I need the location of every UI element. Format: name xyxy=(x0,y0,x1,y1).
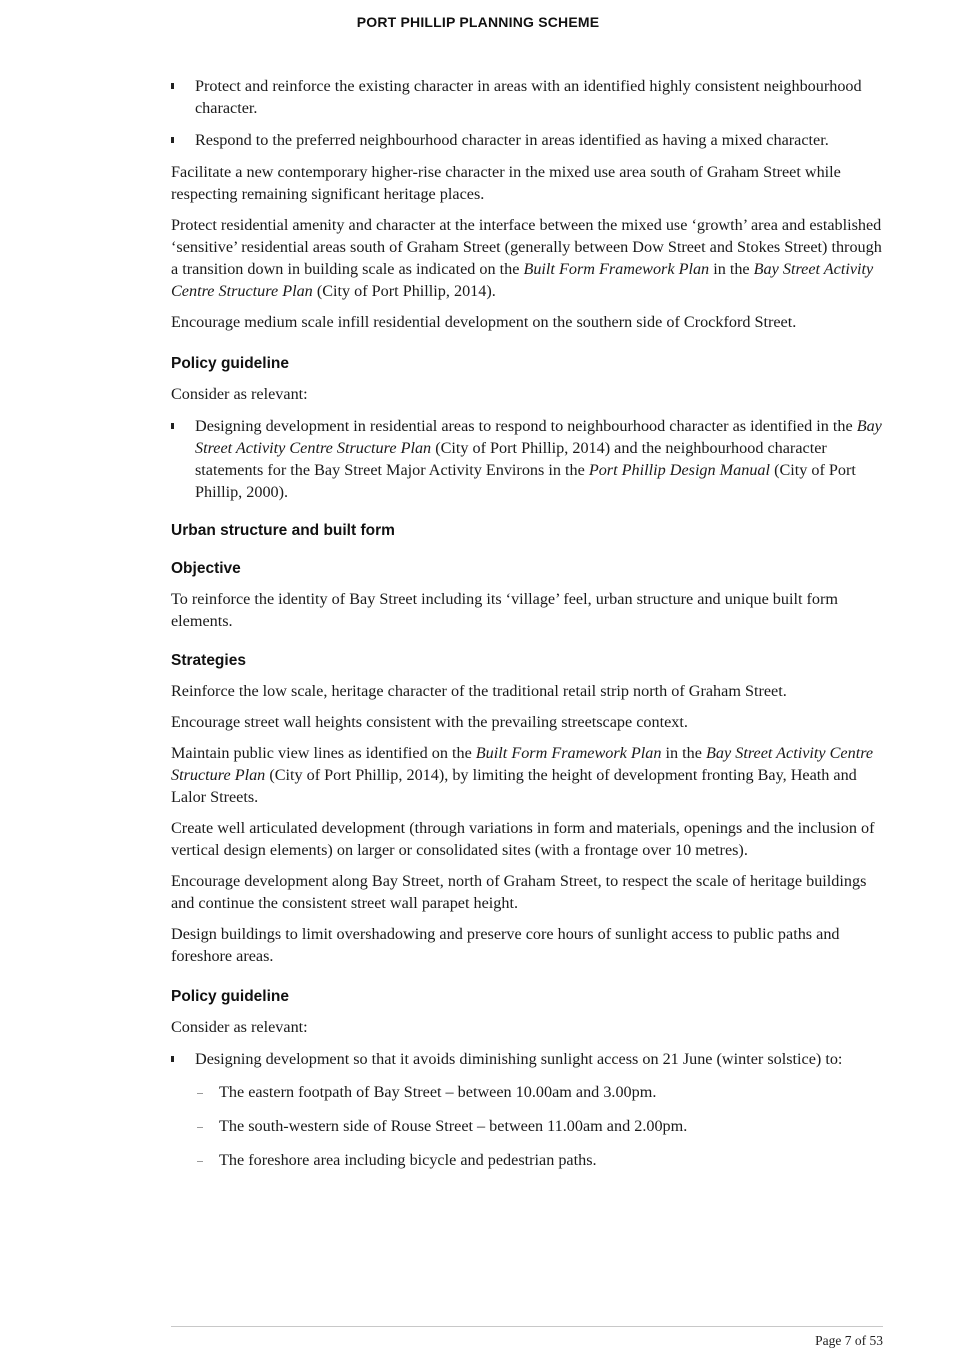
paragraph: Design buildings to limit overshadowing and preserve core hours of sunlight access to public paths and foreshore areas. xyxy=(171,925,840,965)
page-header-title: PORT PHILLIP PLANNING SCHEME xyxy=(356,14,600,30)
paragraph: Encourage medium scale infill residential development on the southern side of Crockford Street. xyxy=(171,313,797,331)
sub-list-item-text: The eastern footpath of Bay Street – between 10.00am and 3.00pm. xyxy=(219,1083,657,1101)
paragraph: Encourage street wall heights consistent with the prevailing streetscape context. xyxy=(171,713,688,731)
paragraph: Consider as relevant: xyxy=(171,385,308,403)
document-title-italic: Built Form Framework Plan xyxy=(475,744,662,762)
page-number: Page 7 of 53 xyxy=(815,1333,883,1348)
bullet-marker xyxy=(171,83,174,89)
paragraph: Facilitate a new contemporary higher-rise character in the mixed use area south of Graham Street while respecting remaining significant heritage places. xyxy=(171,163,841,203)
text-run: Designing development in residential areas to respond to neighbourhood character as identified in the xyxy=(195,417,857,435)
text-run: (City of Port Phillip, 2000). xyxy=(195,461,856,501)
list-item xyxy=(171,129,883,151)
document-title-italic: Bay Street Activity Centre Structure Plan xyxy=(171,744,874,784)
list-item-text: Protect and reinforce the existing character in areas with an identified highly consistent neighbourhood character. xyxy=(195,77,862,117)
list-item xyxy=(171,75,883,119)
text-run: (City of Port Phillip, 2014). xyxy=(312,282,496,300)
text-run: Protect residential amenity and character at the interface between the mixed use ‘growth’ area and established ‘sensitive’ residential areas south of Graham Street (generally between Dow Street and Stokes Street) through a transition down in building scale as indicated on the xyxy=(171,216,882,278)
heading-objective: Objective xyxy=(171,560,241,577)
bullet-marker xyxy=(171,1056,174,1062)
text-run: (City of Port Phillip, 2014) and the neighbourhood character statements for the Bay Street Major Activity Environs in the xyxy=(195,439,827,479)
sub-list-item-text: The foreshore area including bicycle and pedestrian paths. xyxy=(219,1151,597,1169)
footer-divider xyxy=(171,1326,883,1327)
paragraph: Create well articulated development (through variations in form and materials, openings and the inclusion of vertical design elements) on larger or consolidated sites (with a frontage over 10 metres). xyxy=(171,819,875,859)
paragraph xyxy=(171,214,883,302)
paragraph: Encourage development along Bay Street, north of Graham Street, to respect the scale of heritage buildings and continue the consistent street wall parapet height. xyxy=(171,872,867,912)
dash-marker xyxy=(197,1127,203,1128)
document-title-italic: Built Form Framework Plan xyxy=(523,260,710,278)
text-run: Maintain public view lines as identified on the xyxy=(171,744,476,762)
document-title-italic: Bay Street Activity Centre Structure Plan xyxy=(171,260,874,300)
sub-list-item xyxy=(171,1115,883,1137)
list-item xyxy=(171,1048,883,1070)
document-body xyxy=(171,73,883,1183)
sub-list-item-text: The south-western side of Rouse Street – between 11.00am and 2.00pm. xyxy=(219,1117,688,1135)
text-run: (City of Port Phillip, 2014), by limiting the height of development fronting Bay, Heath and Lalor Streets. xyxy=(171,766,857,806)
dash-marker xyxy=(197,1093,203,1094)
bullet-marker xyxy=(171,137,174,143)
bullet-marker xyxy=(171,423,174,429)
paragraph: Reinforce the low scale, heritage character of the traditional retail strip north of Graham Street. xyxy=(171,682,787,700)
heading-policy-guideline: Policy guideline xyxy=(171,988,289,1005)
heading-section: Urban structure and built form xyxy=(171,522,395,539)
list-item xyxy=(171,415,883,503)
sub-list-item xyxy=(171,1149,883,1171)
list-item-text: Respond to the preferred neighbourhood character in areas identified as having a mixed character. xyxy=(195,131,829,149)
text-run: in the xyxy=(709,260,754,278)
heading-strategies: Strategies xyxy=(171,652,246,669)
paragraph: To reinforce the identity of Bay Street including its ‘village’ feel, urban structure and unique built form elements. xyxy=(171,590,838,630)
heading-policy-guideline: Policy guideline xyxy=(171,355,289,372)
sub-list-item xyxy=(171,1081,883,1103)
document-title-italic: Port Phillip Design Manual xyxy=(588,461,771,479)
text-run: in the xyxy=(661,744,707,762)
paragraph: Consider as relevant: xyxy=(171,1018,308,1036)
dash-marker xyxy=(197,1161,203,1162)
document-title-italic: Bay Street Activity Centre Structure Plan xyxy=(195,417,882,457)
list-item-text: Designing development so that it avoids diminishing sunlight access on 21 June (winter solstice) to: xyxy=(195,1050,843,1068)
paragraph xyxy=(171,742,883,808)
